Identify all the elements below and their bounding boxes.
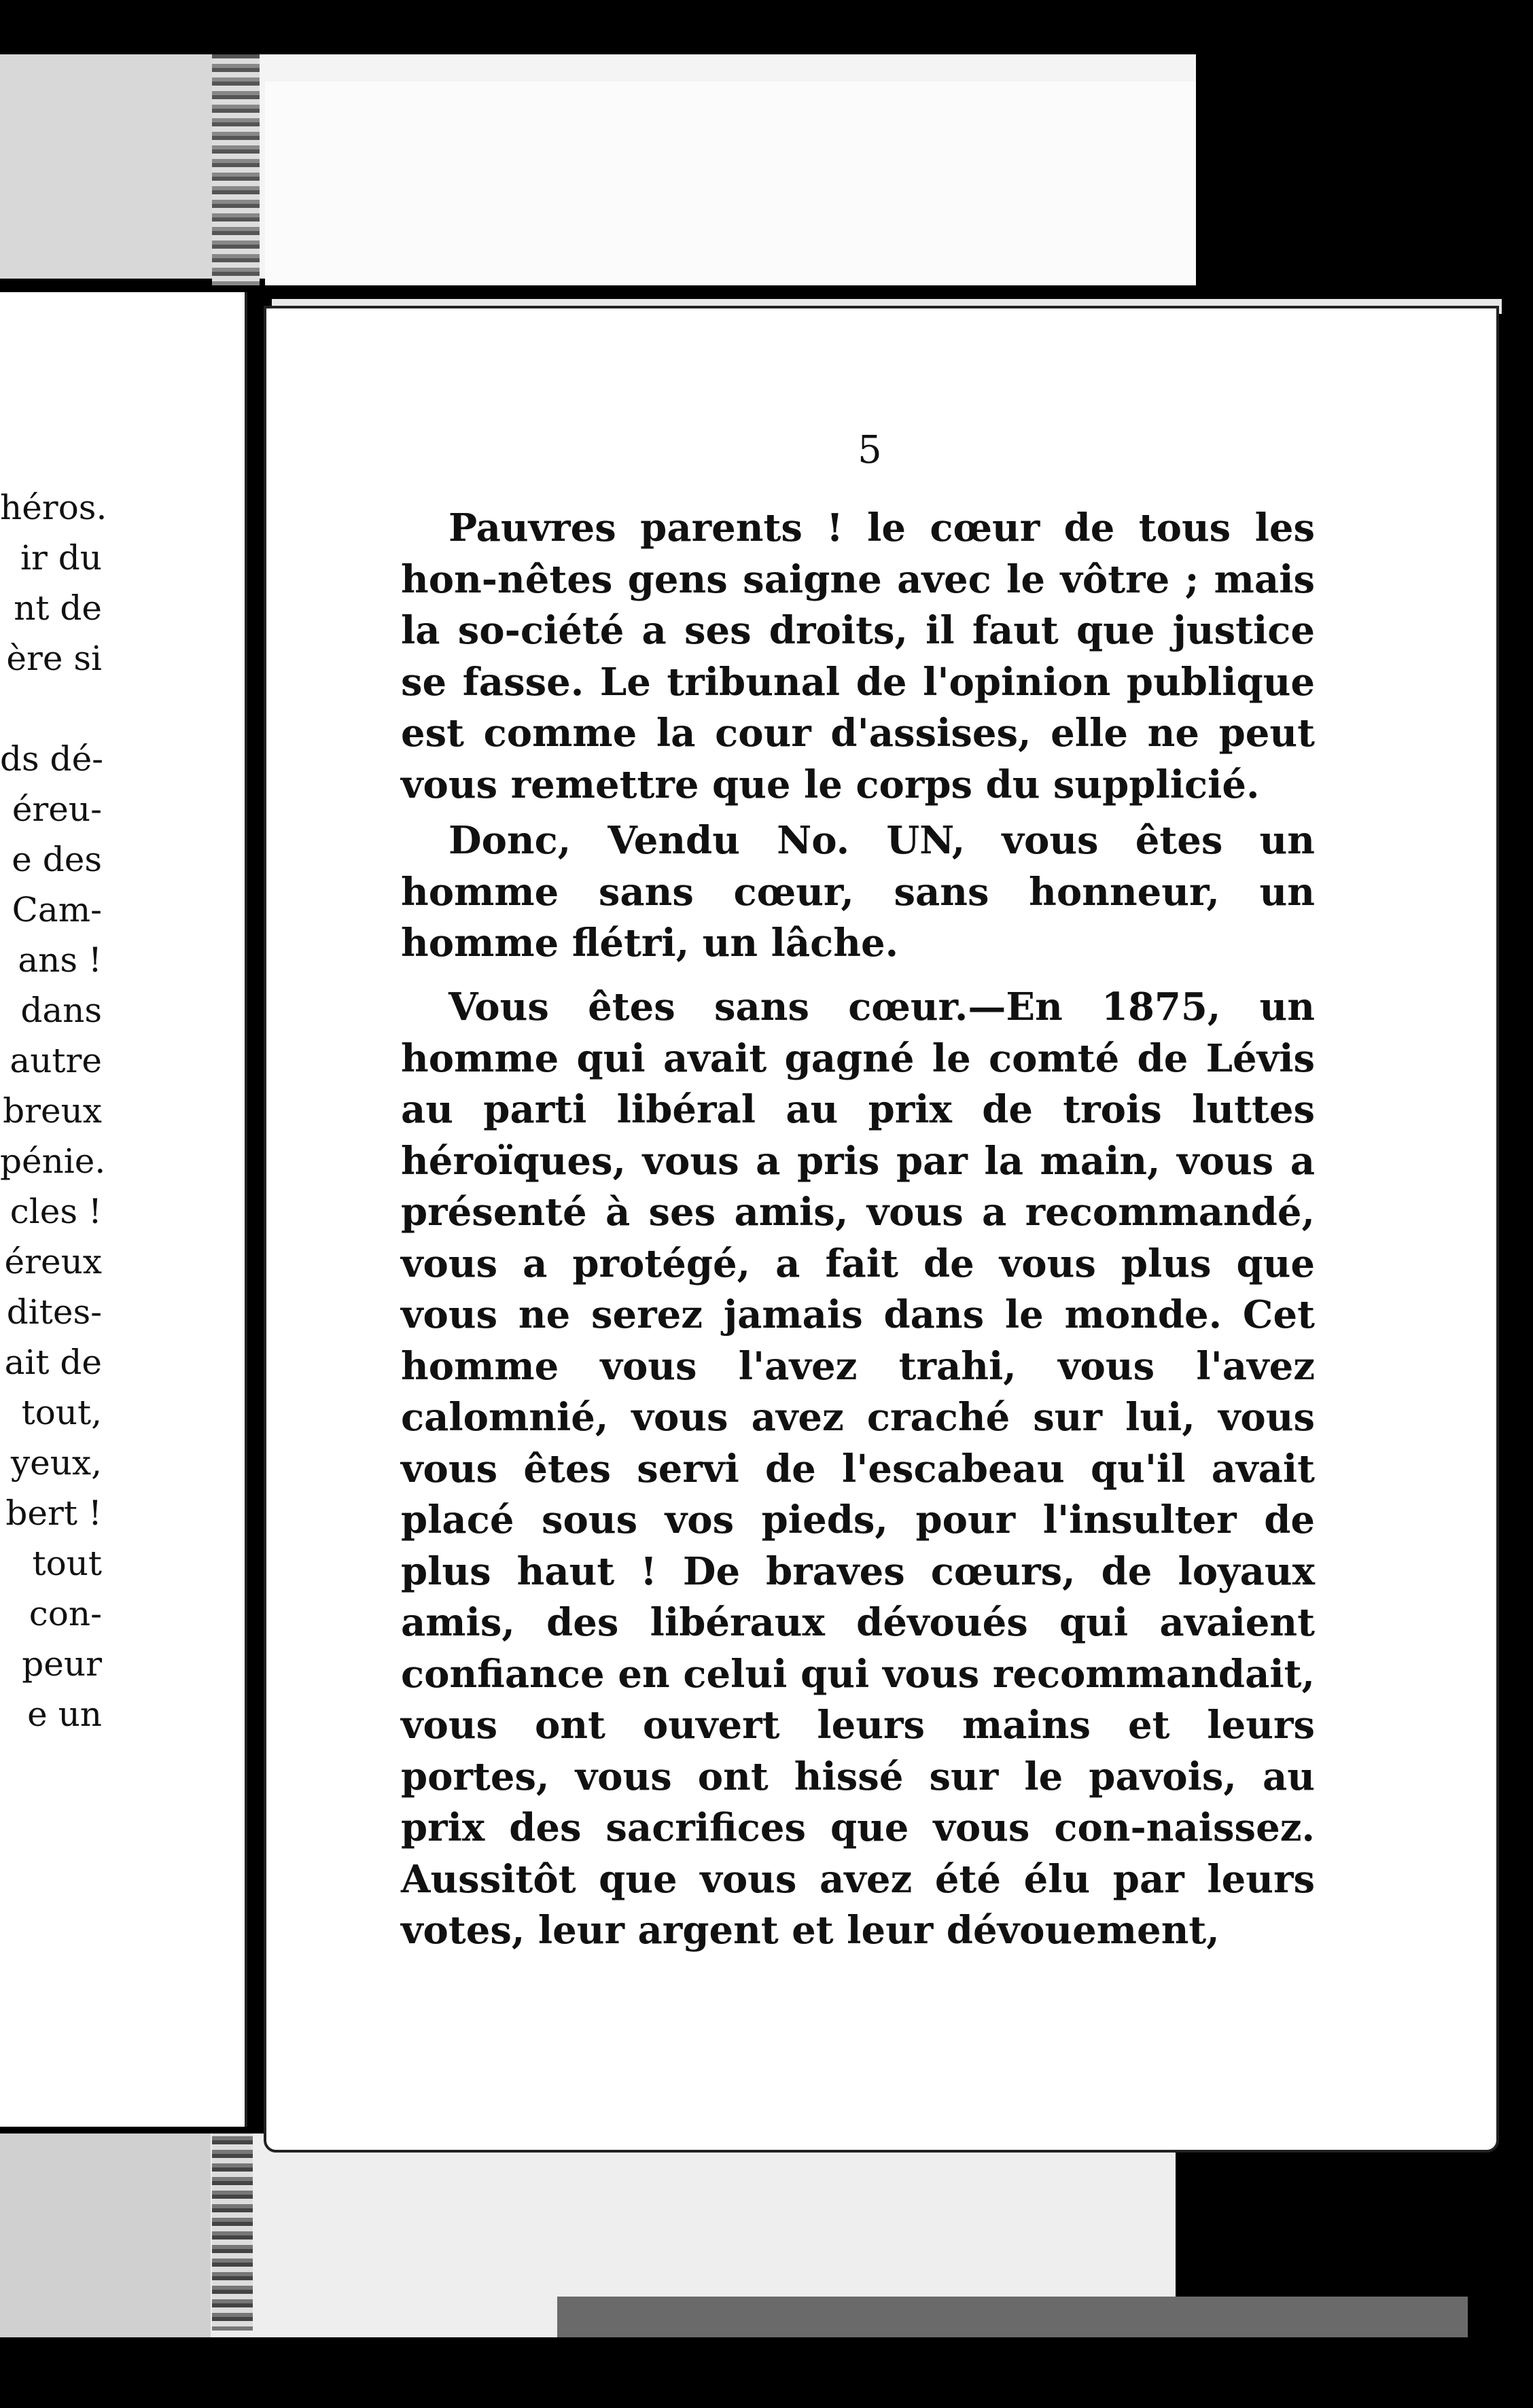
left-page-line: tout: [32, 1544, 102, 1583]
background-page-top-shadow: [0, 54, 224, 279]
left-page-line: pénie.: [0, 1141, 106, 1181]
left-page-line: ait de: [4, 1343, 102, 1382]
page-number: 5: [858, 428, 882, 472]
left-page-line: e un: [27, 1695, 102, 1734]
paragraph-2: Donc, Vendu No. UN, vous êtes un homme sans cœur, sans honneur, un homme flétri, un lâche.: [401, 818, 1315, 966]
left-page-line: Cam-: [12, 890, 102, 929]
left-page-line: autre: [10, 1041, 102, 1080]
left-page-text: [0, 482, 107, 1739]
left-page-line: ds dé-: [0, 739, 104, 779]
left-page-line: tout,: [21, 1393, 102, 1432]
left-page-line: dites-: [6, 1292, 102, 1332]
left-page-line: breux: [3, 1091, 102, 1131]
left-page-line: peur: [22, 1644, 102, 1684]
paragraph-3: Vous êtes sans cœur.—En 1875, un homme qui avait gagné le comté de Lévis au parti libéral au prix de trois luttes héroïques, vous a pris par la main, vous a présenté à ses amis, vous a recommandé, vous a protégé, a fait de vous plus que vous ne serez jamais dans le monde. Cet homme vous l'avez trahi, vous l'avez calomnié, vous avez craché sur lui, vous vous êtes servi de l'escabeau qu'il avait placé sous vos pieds, pour l'insulter de plus haut ! De braves cœurs, de loyaux amis, des libéraux dévoués qui avaient confiance en celui qui vous recommandait, vous ont ouvert leurs mains et leurs portes, vous ont hissé sur le pavois, au prix des sacrifices que vous con-naissez. Aussitôt que vous avez été élu par leurs votes, leur argent et leur dévouement,: [401, 985, 1315, 1953]
left-page-line: cles !: [10, 1192, 102, 1231]
left-page-line: ans !: [18, 940, 102, 980]
left-page-line: yeux,: [10, 1443, 102, 1483]
book-binding-top: [212, 54, 260, 285]
background-dark-edge: [557, 2297, 1468, 2337]
left-page-line: héros.: [0, 488, 107, 527]
left-page-line: con-: [29, 1594, 102, 1633]
left-page-line: ir du: [20, 538, 102, 578]
background-page-top-sheet: [265, 82, 1196, 285]
paragraph-1: Pauvres parents ! le cœur de tous les hon-nêtes gens saigne avec le vôtre ; mais la so-ciété a ses droits, il faut que justice se fasse. Le tribunal de l'opinion publique est comme la cour d'assises, elle ne peut vous remettre que le corps du supplicié.: [401, 506, 1315, 807]
left-page-line: éreu-: [12, 790, 102, 829]
book-binding-bottom: [212, 2133, 253, 2331]
left-page-line: nt de: [14, 588, 102, 628]
left-page-line: éreux: [4, 1242, 102, 1281]
background-page-bottom-shadow: [0, 2133, 211, 2337]
left-page-line: dans: [20, 991, 102, 1030]
left-page-line: ère si: [6, 639, 102, 678]
left-page-line: e des: [12, 840, 102, 879]
left-page-line: bert !: [5, 1493, 102, 1533]
left-page-line: [0, 684, 102, 734]
